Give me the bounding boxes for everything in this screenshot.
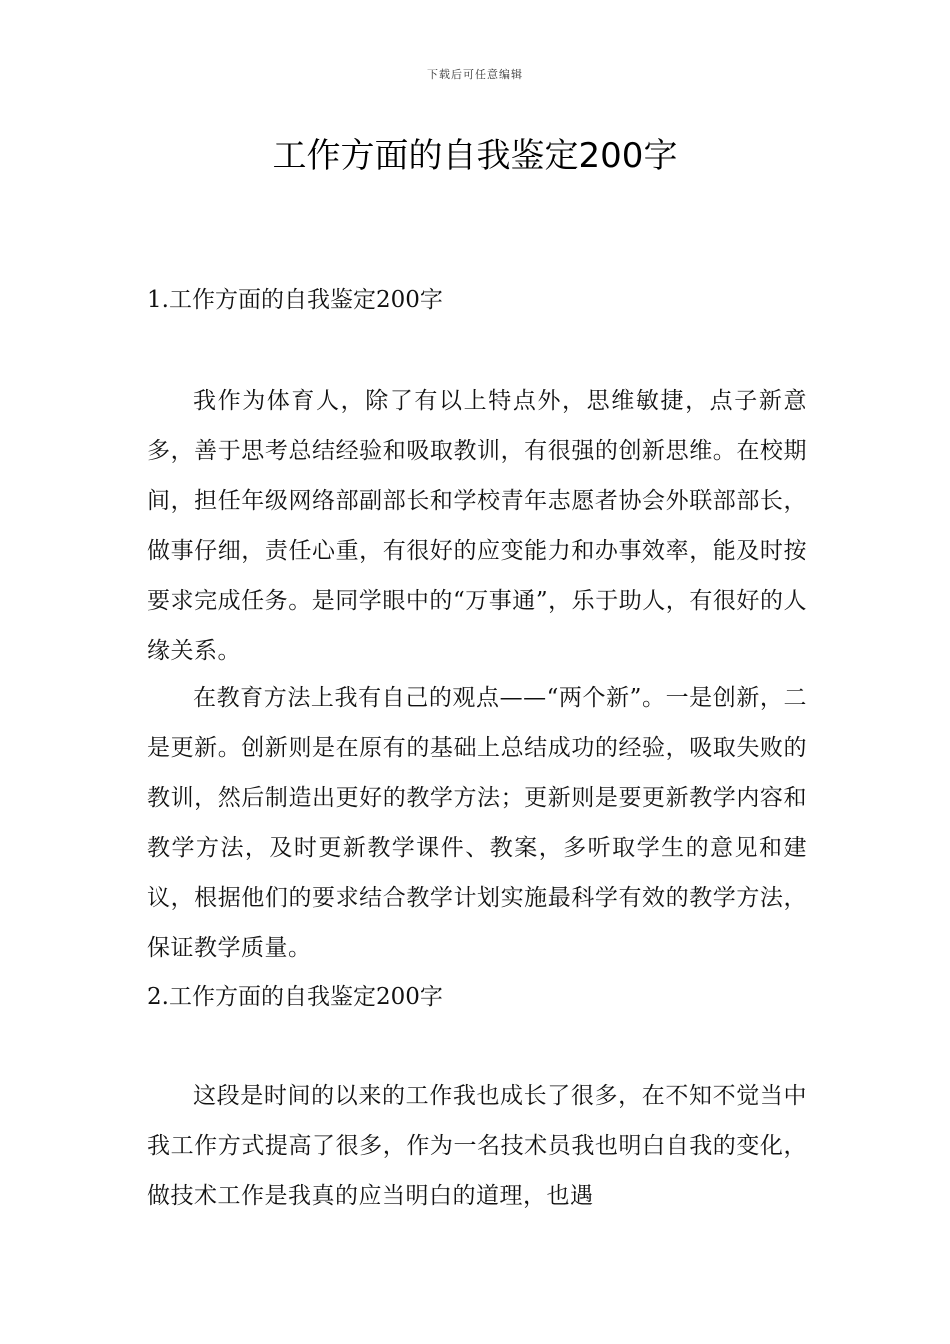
document-title: 工作方面的自我鉴定200字 [272,136,678,176]
section-2-paragraph-1: 这段是时间的以来的工作我也成长了很多，在不知不觉当中我工作方式提高了很多，作为一名技术员我也明白自我的变化，做技术工作是我真的应当明白的道理，也遇 [147,1083,807,1209]
section-1-heading: 1.工作方面的自我鉴定200字 [147,287,443,313]
section-2-heading: 2.工作方面的自我鉴定200字 [147,984,443,1010]
section-1-paragraph-1: 我作为体育人，除了有以上特点外，思维敏捷，点子新意多，善于思考总结经验和吸取教训，有很强的创新思维。在校期间，担任年级网络部副部长和学校青年志愿者协会外联部部长，做事仔细，责任心重，有很好的应变能力和办事效率，能及时按要求完成任务。是同学眼中的“万事通”，乐于助人，有很好的人缘关系。 [147,388,807,664]
section-1-paragraph-2: 在教育方法上我有自己的观点——“两个新”。一是创新，二是更新。创新则是在原有的基础上总结成功的经验，吸取失败的教训，然后制造出更好的教学方法；更新则是要更新教学内容和教学方法，及时更新教学课件、教案，多听取学生的意见和建议，根据他们的要求结合教学计划实施最科学有效的教学方法，保证教学质量。 [147,685,807,961]
header-note: 下载后可任意编辑 [427,68,523,81]
